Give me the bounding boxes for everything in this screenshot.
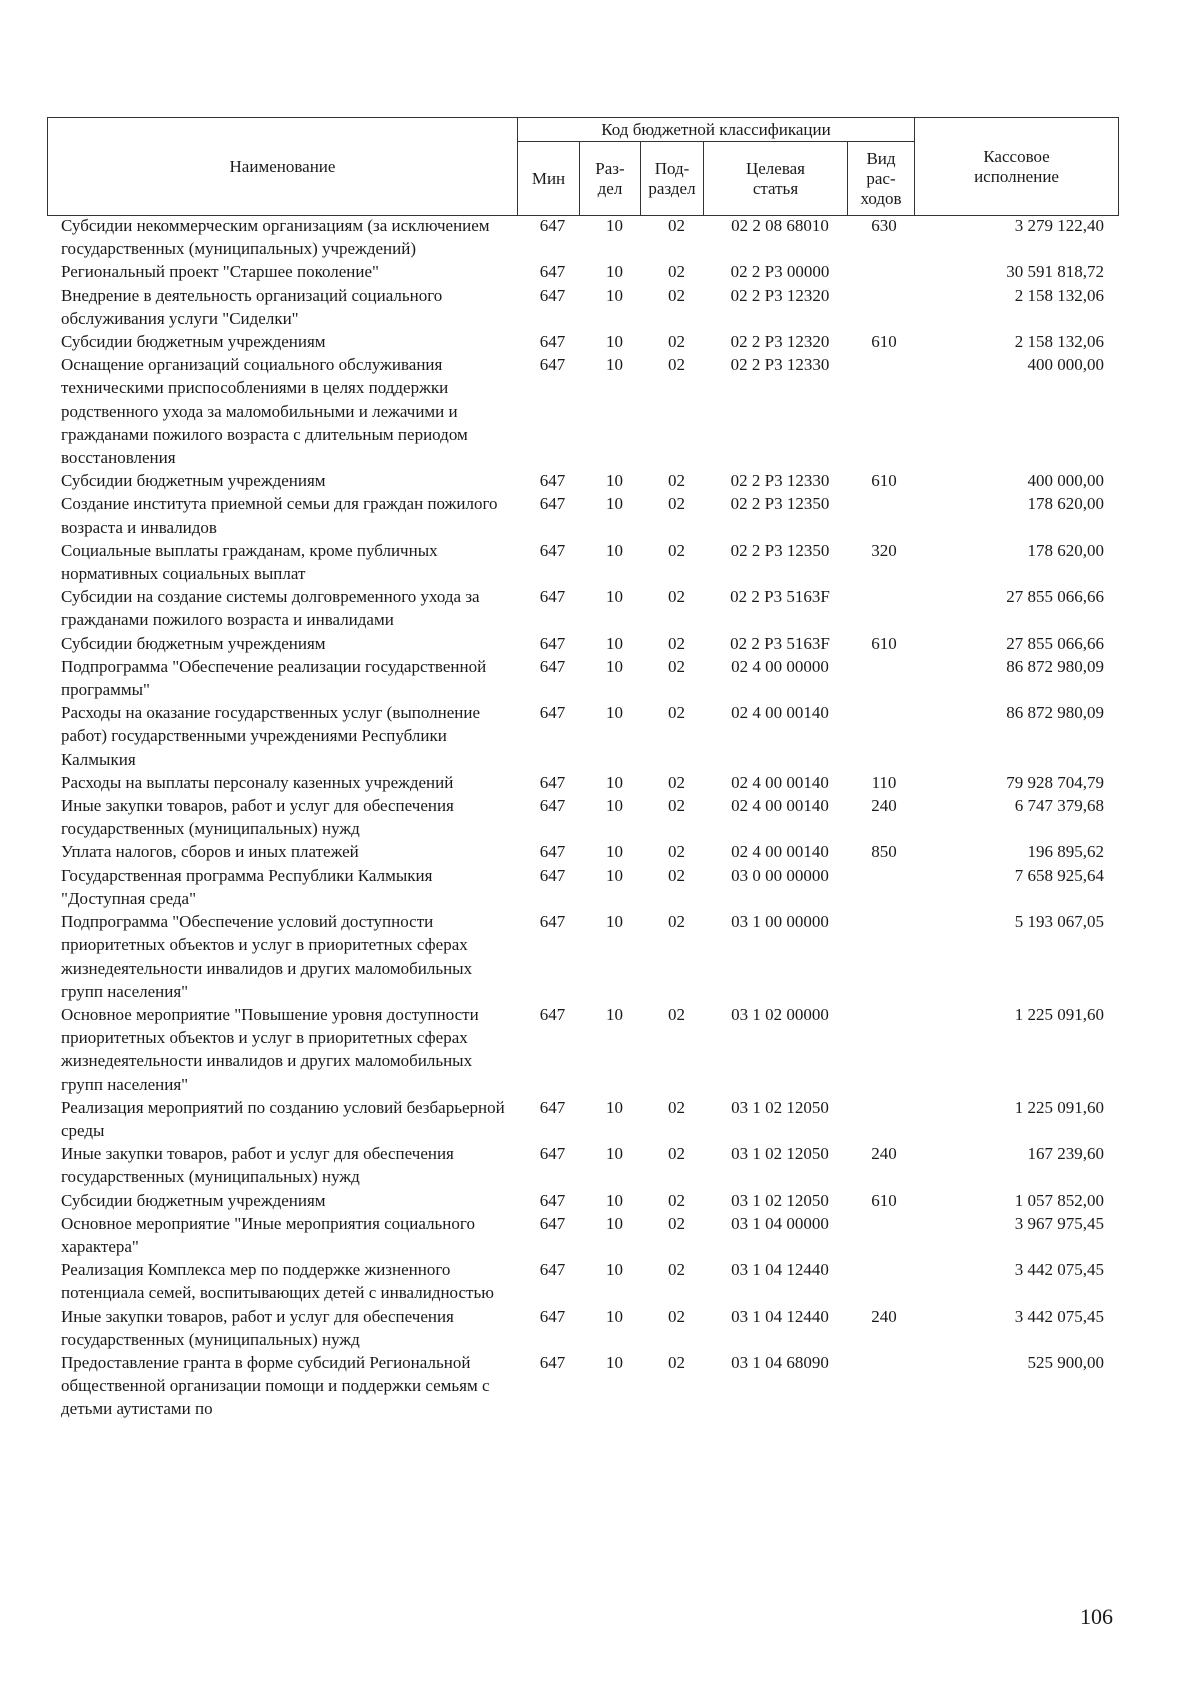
row-name: Уплата налогов, сборов и иных платежей (61, 842, 359, 862)
row-podrazdel: 02 (668, 865, 685, 885)
row-name: Реализация Комплекса мер по поддержке жизненного потенциала семей, воспитывающих детей с инвалидностью (61, 1260, 494, 1303)
row-amount: 1 225 091,60 (1014, 1004, 1104, 1024)
row-podrazdel: 02 (668, 633, 685, 653)
row-min: 647 (539, 912, 566, 932)
row-min: 647 (539, 1260, 566, 1280)
row-amount: 525 900,00 (1027, 1352, 1104, 1372)
table-row (47, 864, 1118, 910)
row-expense-type (853, 655, 915, 701)
row-name: Предоставление гранта в форме субсидий Региональной общественной организации помощи и поддержки семьям с детьми аутистами по (61, 1352, 490, 1419)
row-min: 647 (539, 1097, 566, 1117)
row-expense-type: 240 (871, 1144, 897, 1164)
row-target-article: 02 2 P3 12320 (730, 332, 830, 352)
row-name: Субсидии бюджетным учреждениям (61, 332, 326, 352)
row-name: Подпрограмма "Обеспечение реализации государственной программы" (61, 656, 487, 700)
row-razdel: 10 (606, 216, 623, 235)
page-number: 106 (1080, 1604, 1113, 1629)
row-podrazdel: 02 (668, 1260, 685, 1280)
row-razdel: 10 (606, 1097, 623, 1117)
row-min: 647 (539, 540, 566, 560)
row-min: 647 (539, 1306, 566, 1326)
row-target-article: 03 1 02 00000 (731, 1004, 829, 1024)
table-row (47, 701, 1118, 771)
row-podrazdel: 02 (668, 332, 685, 352)
row-name: Государственная программа Республики Калмыкия "Доступная среда" (61, 865, 433, 908)
row-expense-type (853, 585, 915, 631)
row-razdel: 10 (606, 332, 623, 352)
row-expense-type (853, 1096, 915, 1142)
row-expense-type (853, 284, 915, 330)
row-amount: 79 928 704,79 (1006, 772, 1104, 792)
row-name: Основное мероприятие "Иные мероприятия социального характера" (61, 1213, 475, 1256)
row-expense-type (853, 1351, 915, 1421)
row-target-article: 02 4 00 00140 (731, 796, 829, 816)
row-name: Иные закупки товаров, работ и услуг для обеспечения государственных (муниципальных) нужд (61, 1144, 454, 1187)
row-min: 647 (539, 1004, 566, 1024)
budget-table-body (47, 214, 1118, 1421)
row-min: 647 (539, 1352, 566, 1372)
row-razdel: 10 (606, 471, 623, 491)
row-name: Расходы на выплаты персоналу казенных учреждений (61, 772, 454, 792)
header-min: Мин (518, 142, 580, 216)
table-row (47, 771, 1118, 794)
row-expense-type: 240 (871, 796, 897, 816)
row-razdel: 10 (606, 262, 623, 282)
table-row (47, 794, 1118, 840)
table-row (47, 284, 1118, 330)
row-expense-type (853, 910, 915, 1003)
table-row (47, 492, 1118, 538)
row-target-article: 03 1 04 00000 (731, 1213, 829, 1233)
table-row (47, 214, 1118, 260)
row-min: 647 (539, 216, 566, 235)
table-row (47, 655, 1118, 701)
row-podrazdel: 02 (668, 796, 685, 816)
row-name: Субсидии некоммерческим организациям (за исключением государственных (муниципальных) учреждений) (61, 216, 490, 259)
row-amount: 3 967 975,45 (1014, 1213, 1104, 1233)
row-podrazdel: 02 (668, 1190, 685, 1210)
row-amount: 178 620,00 (1027, 494, 1104, 514)
row-name: Внедрение в деятельность организаций социального обслуживания услуги "Сиделки" (61, 285, 443, 328)
row-name: Иные закупки товаров, работ и услуг для обеспечения государственных (муниципальных) нужд (61, 1306, 454, 1349)
row-podrazdel: 02 (668, 285, 685, 305)
row-expense-type: 630 (871, 216, 897, 235)
row-razdel: 10 (606, 796, 623, 816)
row-amount: 400 000,00 (1027, 471, 1104, 491)
row-name: Субсидии бюджетным учреждениям (61, 633, 326, 653)
row-name: Субсидии на создание системы долговременного ухода за гражданами пожилого возраста и инвалидами (61, 587, 480, 630)
row-amount: 3 442 075,45 (1014, 1260, 1104, 1280)
row-expense-type (853, 353, 915, 469)
row-podrazdel: 02 (668, 262, 685, 282)
row-name: Оснащение организаций социального обслуживания техническими приспособлениями в целях поддержки родственного ухода за маломобильными и лежачими и гражданами пожилого возраста с длительным периодом восстановления (61, 355, 468, 468)
table-row (47, 1096, 1118, 1142)
table-row (47, 353, 1118, 469)
row-target-article: 02 2 P3 12320 (730, 285, 830, 305)
row-podrazdel: 02 (668, 1352, 685, 1372)
header-razdel: Раз- дел (580, 142, 641, 216)
table-row (47, 1003, 1118, 1096)
row-podrazdel: 02 (668, 1004, 685, 1024)
table-row (47, 1351, 1118, 1421)
row-target-article: 03 1 02 12050 (731, 1144, 829, 1164)
row-podrazdel: 02 (668, 355, 685, 375)
row-razdel: 10 (606, 1306, 623, 1326)
row-expense-type: 850 (871, 842, 897, 862)
row-expense-type: 240 (871, 1306, 897, 1326)
row-min: 647 (539, 633, 566, 653)
row-expense-type (853, 492, 915, 538)
row-podrazdel: 02 (668, 772, 685, 792)
header-podrazdel: Под- раздел (641, 142, 704, 216)
row-name: Создание института приемной семьи для граждан пожилого возраста и инвалидов (61, 494, 498, 537)
row-amount: 196 895,62 (1027, 842, 1104, 862)
row-podrazdel: 02 (668, 912, 685, 932)
row-target-article: 02 2 08 68010 (731, 216, 829, 235)
row-target-article: 02 2 P3 5163F (730, 587, 830, 607)
row-expense-type (853, 1003, 915, 1096)
row-expense-type: 610 (871, 1190, 897, 1210)
row-expense-type (853, 1212, 915, 1258)
row-expense-type (853, 260, 915, 283)
row-expense-type (853, 864, 915, 910)
table-row (47, 1212, 1118, 1258)
row-razdel: 10 (606, 1213, 623, 1233)
table-row (47, 1258, 1118, 1304)
row-razdel: 10 (606, 1144, 623, 1164)
row-amount: 86 872 980,09 (1006, 656, 1104, 676)
row-min: 647 (539, 703, 566, 723)
row-name: Подпрограмма "Обеспечение условий доступности приоритетных объектов и услуг в приоритетных сферах жизнедеятельности инвалидов и других маломобильных групп населения" (61, 912, 473, 1001)
row-target-article: 02 2 P3 12350 (730, 494, 830, 514)
row-razdel: 10 (606, 1190, 623, 1210)
table-row (47, 469, 1118, 492)
table-row (47, 632, 1118, 655)
table-row (47, 910, 1118, 1003)
row-expense-type: 320 (871, 540, 897, 560)
row-min: 647 (539, 1213, 566, 1233)
row-min: 647 (539, 262, 566, 282)
row-min: 647 (539, 355, 566, 375)
row-name: Расходы на оказание государственных услуг (выполнение работ) государственными учреждениями Республики Калмыкия (61, 703, 481, 769)
row-min: 647 (539, 865, 566, 885)
row-min: 647 (539, 842, 566, 862)
row-name: Социальные выплаты гражданам, кроме публичных нормативных социальных выплат (61, 540, 438, 584)
row-expense-type: 610 (871, 471, 897, 491)
row-expense-type: 610 (871, 332, 897, 352)
row-expense-type (853, 701, 915, 771)
row-target-article: 02 2 P3 12330 (730, 355, 830, 375)
row-min: 647 (539, 471, 566, 491)
row-razdel: 10 (606, 285, 623, 305)
row-podrazdel: 02 (668, 216, 685, 235)
row-podrazdel: 02 (668, 1097, 685, 1117)
row-podrazdel: 02 (668, 494, 685, 514)
table-row (47, 1305, 1118, 1351)
row-podrazdel: 02 (668, 1306, 685, 1326)
table-row (47, 330, 1118, 353)
row-razdel: 10 (606, 494, 623, 514)
row-podrazdel: 02 (668, 703, 685, 723)
row-amount: 27 855 066,66 (1006, 587, 1104, 607)
row-podrazdel: 02 (668, 471, 685, 491)
row-razdel: 10 (606, 703, 623, 723)
header-name: Наименование (48, 118, 518, 216)
row-min: 647 (539, 656, 566, 676)
row-target-article: 02 2 P3 12350 (730, 540, 830, 560)
table-header (47, 117, 1119, 216)
row-target-article: 02 4 00 00140 (731, 842, 829, 862)
row-name: Региональный проект "Старшее поколение" (61, 262, 379, 282)
row-podrazdel: 02 (668, 540, 685, 560)
row-target-article: 03 0 00 00000 (731, 865, 829, 885)
row-min: 647 (539, 285, 566, 305)
row-expense-type: 610 (871, 633, 897, 653)
header-target-article: Целевая статья (704, 142, 848, 216)
table-row (47, 840, 1118, 863)
row-podrazdel: 02 (668, 1144, 685, 1164)
row-target-article: 03 1 04 12440 (731, 1306, 829, 1326)
row-razdel: 10 (606, 1260, 623, 1280)
row-podrazdel: 02 (668, 587, 685, 607)
row-target-article: 03 1 04 12440 (731, 1260, 829, 1280)
row-amount: 30 591 818,72 (1006, 262, 1104, 282)
row-podrazdel: 02 (668, 656, 685, 676)
row-target-article: 02 2 P3 5163F (730, 633, 830, 653)
row-amount: 167 239,60 (1027, 1144, 1104, 1164)
row-razdel: 10 (606, 1004, 623, 1024)
row-amount: 1 057 852,00 (1014, 1190, 1104, 1210)
row-razdel: 10 (606, 842, 623, 862)
row-razdel: 10 (606, 772, 623, 792)
row-amount: 27 855 066,66 (1006, 633, 1104, 653)
row-target-article: 03 1 04 68090 (731, 1352, 829, 1372)
row-amount: 5 193 067,05 (1014, 912, 1104, 932)
row-min: 647 (539, 1144, 566, 1164)
row-min: 647 (539, 587, 566, 607)
row-amount: 7 658 925,64 (1014, 865, 1104, 885)
row-razdel: 10 (606, 912, 623, 932)
row-razdel: 10 (606, 587, 623, 607)
row-razdel: 10 (606, 355, 623, 375)
row-razdel: 10 (606, 656, 623, 676)
row-amount: 86 872 980,09 (1006, 703, 1104, 723)
row-name: Субсидии бюджетным учреждениям (61, 1190, 326, 1210)
row-name: Основное мероприятие "Повышение уровня доступности приоритетных объектов и услуг в приоритетных сферах жизнедеятельности инвалидов и других маломобильных групп населения" (61, 1004, 479, 1094)
row-amount: 2 158 132,06 (1014, 285, 1104, 305)
row-razdel: 10 (606, 540, 623, 560)
row-razdel: 10 (606, 1352, 623, 1372)
row-target-article: 02 2 P3 00000 (730, 262, 830, 282)
row-amount: 6 747 379,68 (1014, 796, 1104, 816)
header-budget-code-group: Код бюджетной классификации (518, 118, 915, 142)
row-target-article: 03 1 00 00000 (731, 912, 829, 932)
row-amount: 178 620,00 (1027, 540, 1104, 560)
row-expense-type (853, 1258, 915, 1304)
row-podrazdel: 02 (668, 1213, 685, 1233)
row-podrazdel: 02 (668, 842, 685, 862)
row-amount: 2 158 132,06 (1014, 332, 1104, 352)
row-name: Субсидии бюджетным учреждениям (61, 471, 326, 491)
row-amount: 400 000,00 (1027, 355, 1104, 375)
row-amount: 1 225 091,60 (1014, 1097, 1104, 1117)
row-target-article: 02 4 00 00140 (731, 703, 829, 723)
table-row (47, 1189, 1118, 1212)
row-razdel: 10 (606, 865, 623, 885)
row-target-article: 02 4 00 00000 (731, 656, 829, 676)
table-row (47, 1142, 1118, 1188)
row-expense-type: 110 (871, 772, 897, 792)
header-cash-execution: Кассовое исполнение (915, 118, 1119, 216)
row-name: Иные закупки товаров, работ и услуг для обеспечения государственных (муниципальных) нужд (61, 796, 454, 839)
row-min: 647 (539, 1190, 566, 1210)
row-razdel: 10 (606, 633, 623, 653)
row-min: 647 (539, 494, 566, 514)
row-target-article: 03 1 02 12050 (731, 1190, 829, 1210)
table-row (47, 260, 1118, 283)
row-min: 647 (539, 796, 566, 816)
header-expense-type: Вид рас- ходов (848, 142, 915, 216)
row-target-article: 02 4 00 00140 (731, 772, 829, 792)
row-min: 647 (539, 772, 566, 792)
row-amount: 3 442 075,45 (1014, 1306, 1104, 1326)
row-amount: 3 279 122,40 (1014, 216, 1104, 235)
table-row (47, 585, 1118, 631)
row-target-article: 03 1 02 12050 (731, 1097, 829, 1117)
row-name: Реализация мероприятий по созданию условий безбарьерной среды (61, 1097, 505, 1140)
budget-table (47, 214, 1118, 1421)
table-row (47, 539, 1118, 585)
row-min: 647 (539, 332, 566, 352)
row-target-article: 02 2 P3 12330 (730, 471, 830, 491)
